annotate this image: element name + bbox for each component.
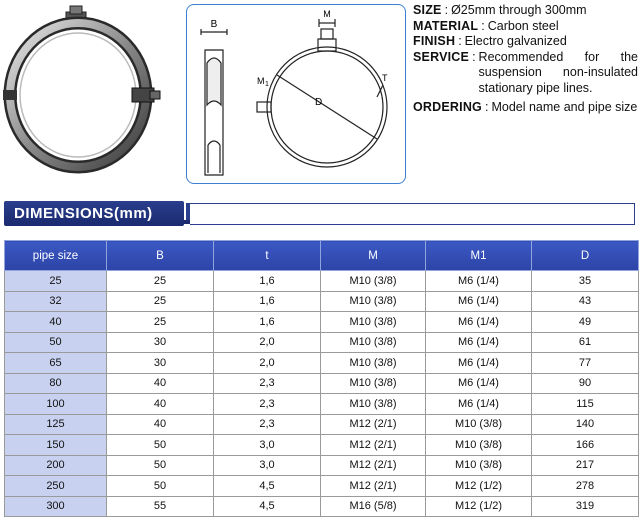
table-cell: 35 [532,271,639,292]
table-cell: 55 [107,496,214,517]
label-m: M [323,9,331,19]
table-cell: 1,6 [214,271,321,292]
label-t: T [382,73,388,83]
spec-service: SERVICE : Recommended for the suspension non-insulated stationary pipe lines. [413,49,638,95]
column-header: pipe size [5,241,107,271]
table-cell: 115 [532,394,639,415]
table-cell: 25 [107,291,214,312]
table-cell: M6 (1/4) [426,291,532,312]
table-cell: M10 (3/8) [321,332,426,353]
table-cell: 2,0 [214,353,321,374]
table-cell: 166 [532,435,639,456]
table-cell: 140 [532,414,639,435]
column-header: t [214,241,321,271]
table-cell: M10 (3/8) [426,455,532,476]
table-cell: 3,0 [214,455,321,476]
table-cell: 61 [532,332,639,353]
table-row [5,455,639,476]
spec-label: FINISH [413,34,456,48]
spec-value: Electro galvanized [464,34,567,48]
spec-value: Recommended for the suspension non-insulated stationary pipe lines. [478,49,638,95]
table-cell: 150 [5,435,107,456]
spec-label: ORDERING [413,100,482,114]
table-cell: 77 [532,353,639,374]
table-cell: 2,0 [214,332,321,353]
table-cell: M10 (3/8) [321,312,426,333]
table-cell: 250 [5,476,107,497]
table-cell: M12 (2/1) [321,435,426,456]
table-cell: 50 [5,332,107,353]
table-cell: 4,5 [214,476,321,497]
table-cell: M10 (3/8) [321,353,426,374]
table-cell: M10 (3/8) [426,414,532,435]
spec-label: SIZE [413,3,442,17]
table-cell: 4,5 [214,496,321,517]
table-cell: 3,0 [214,435,321,456]
table-cell: M16 (5/8) [321,496,426,517]
table-cell: 40 [5,312,107,333]
table-cell: M6 (1/4) [426,353,532,374]
spec-value: Ø25mm through 300mm [451,3,587,17]
table-row [5,496,639,517]
table-cell: 217 [532,455,639,476]
table-row [5,291,639,312]
dimensions-title: DIMENSIONS(mm) [14,205,153,222]
table-cell: 1,6 [214,312,321,333]
table-cell: 1,6 [214,291,321,312]
table-cell: M6 (1/4) [426,394,532,415]
table-row [5,435,639,456]
table-cell: 30 [107,353,214,374]
column-header: M [321,241,426,271]
table-cell: M6 (1/4) [426,332,532,353]
table-cell: 65 [5,353,107,374]
table-cell: 25 [107,312,214,333]
table-cell: 25 [107,271,214,292]
table-cell: 50 [107,476,214,497]
label-m1-sub: 1 [265,81,269,88]
spec-finish: FINISH : Electro galvanized [413,34,638,50]
table-row [5,476,639,497]
table-cell: 40 [107,414,214,435]
table-cell: 90 [532,373,639,394]
label-b: B [210,19,218,30]
spec-material: MATERIAL : Carbon steel [413,19,638,35]
table-cell: M12 (2/1) [321,414,426,435]
table-cell: 125 [5,414,107,435]
table-cell: M6 (1/4) [426,271,532,292]
table-cell: M6 (1/4) [426,373,532,394]
table-cell: 319 [532,496,639,517]
table-cell: M12 (2/1) [321,476,426,497]
table-cell: 40 [107,394,214,415]
table-row [5,373,639,394]
table-row [5,332,639,353]
table-cell: 300 [5,496,107,517]
table-cell: 50 [107,435,214,456]
table-row [5,271,639,292]
spec-size: SIZE : Ø25mm through 300mm [413,3,638,19]
table-row [5,353,639,374]
table-cell: 2,3 [214,394,321,415]
dimensions-banner [4,201,636,226]
table-cell: 49 [532,312,639,333]
spec-label: SERVICE [413,49,470,64]
table-cell: 100 [5,394,107,415]
column-header: D [532,241,639,271]
table-cell: 40 [107,373,214,394]
technical-drawing [186,4,406,184]
table-cell: M12 (1/2) [426,496,532,517]
table-cell: 50 [107,455,214,476]
label-m1: M [257,76,265,86]
table-cell: M6 (1/4) [426,312,532,333]
spec-label: MATERIAL [413,18,479,33]
table-cell: 200 [5,455,107,476]
table-row [5,394,639,415]
dimensions-table [4,240,639,517]
label-d: D [315,97,323,108]
table-row [5,312,639,333]
spec-value: Model name and pipe size [491,100,638,114]
table-row [5,414,639,435]
spec-value: Carbon steel [487,18,559,33]
table-cell: 278 [532,476,639,497]
table-cell: M10 (3/8) [321,394,426,415]
table-cell: 30 [107,332,214,353]
table-cell: 25 [5,271,107,292]
table-cell: 80 [5,373,107,394]
table-cell: M12 (2/1) [321,455,426,476]
table-cell: M12 (1/2) [426,476,532,497]
table-cell: M10 (3/8) [321,291,426,312]
table-cell: 2,3 [214,373,321,394]
spec-list [413,3,638,116]
table-cell: 2,3 [214,414,321,435]
table-cell: 32 [5,291,107,312]
table-cell: 43 [532,291,639,312]
table-cell: M10 (3/8) [426,435,532,456]
column-header: B [107,241,214,271]
table-body [5,271,639,517]
spec-ordering: ORDERING : Model name and pipe size [413,100,638,114]
table-cell: M10 (3/8) [321,271,426,292]
column-header: M1 [426,241,532,271]
table-cell: M10 (3/8) [321,373,426,394]
pipe-clamp-photo [0,0,180,190]
table-header-row [5,241,639,271]
